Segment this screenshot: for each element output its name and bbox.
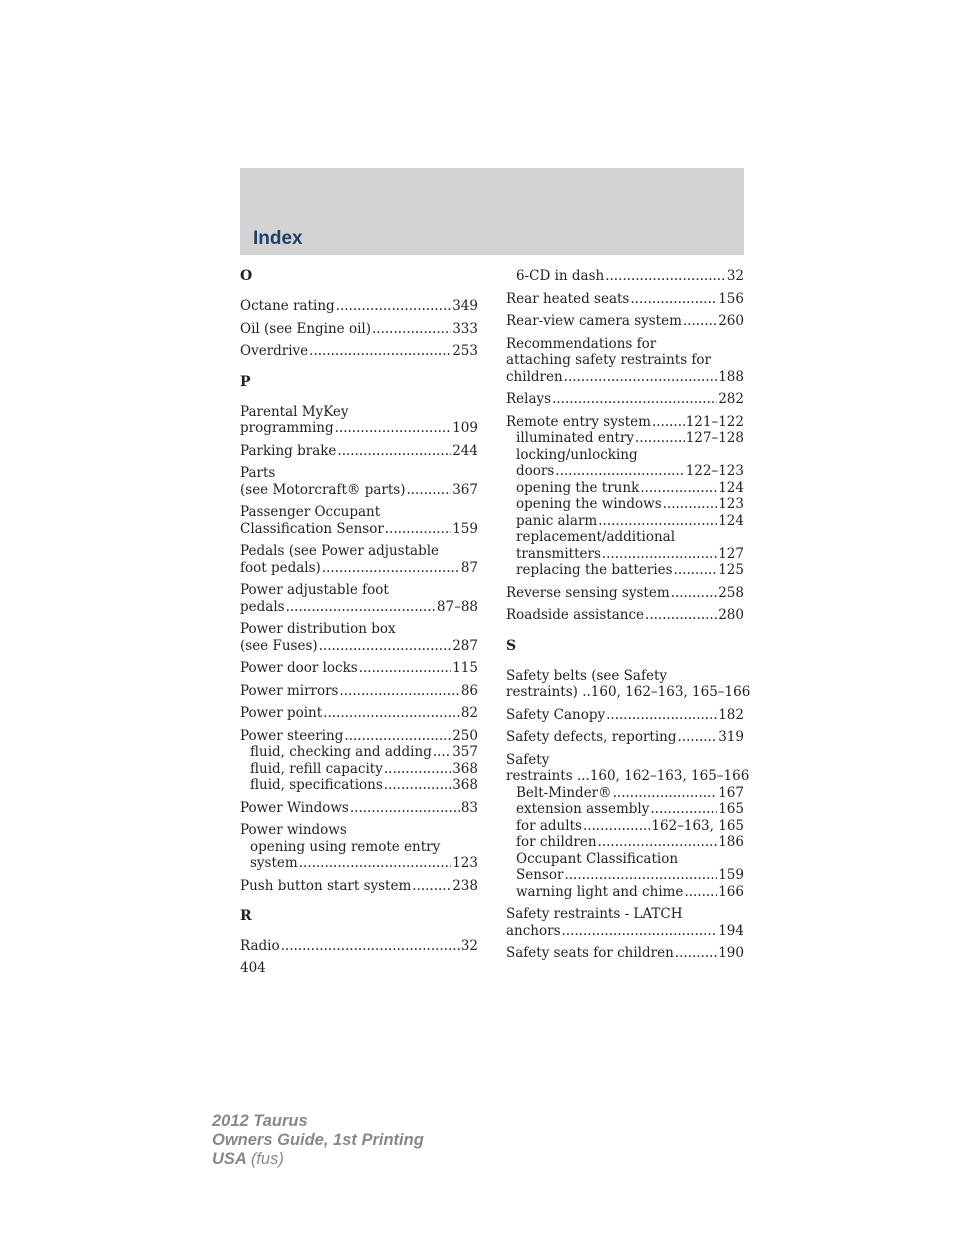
entry-page-ref: 87–88: [436, 598, 478, 615]
entry-text: (see Fuses): [240, 637, 318, 654]
page-title: Index: [253, 228, 303, 249]
dot-leader: [650, 801, 717, 818]
entry-page-ref: 159: [452, 520, 478, 537]
index-entry: [506, 607, 744, 624]
dot-leader: [602, 546, 717, 563]
entry-text: replacement/additional: [516, 529, 676, 545]
page-number: 404: [240, 960, 266, 976]
entry-page-ref: 124: [718, 479, 744, 496]
index-subentry-line: [506, 513, 744, 530]
index-entry: [240, 321, 478, 338]
entry-page-ref: 165: [718, 801, 744, 817]
entry-text: Reverse sensing system: [506, 584, 670, 601]
dot-leader: [384, 777, 451, 794]
entry-text: 6-CD in dash: [516, 268, 605, 284]
entry-page-ref: 367: [452, 481, 478, 498]
dot-leader: [412, 878, 451, 895]
index-entry-line: [240, 404, 478, 421]
index-entry: [506, 291, 744, 308]
index-subentry-line: [506, 447, 744, 464]
dot-leader: [350, 800, 460, 817]
index-entry: [240, 660, 478, 677]
dot-leader: [583, 818, 650, 835]
index-entry-line: [506, 336, 744, 353]
index-letter: S: [506, 637, 517, 654]
entry-text: Safety restraints - LATCH: [506, 906, 683, 922]
entry-page-ref: 121–122: [685, 413, 744, 430]
entry-text: Safety: [506, 751, 550, 768]
index-entry: [240, 800, 478, 817]
index-column-left: [240, 268, 478, 961]
index-entry-line: [506, 707, 744, 724]
entry-text: foot pedals): [240, 559, 321, 576]
entry-text: Roadside assistance: [506, 607, 645, 623]
index-subentry-line: [506, 884, 744, 901]
index-subentry-line: [240, 777, 478, 794]
entry-text: extension assembly: [516, 801, 650, 817]
entry-page-ref: 32: [726, 268, 744, 284]
dot-leader: [336, 298, 452, 315]
dot-leader: [677, 729, 717, 746]
dot-leader: [323, 705, 460, 722]
entry-page-ref: 125: [718, 562, 744, 578]
entry-text: Passenger Occupant: [240, 504, 381, 520]
index-entry-line: [240, 560, 478, 577]
entry-text: fluid, refill capacity: [250, 760, 383, 777]
entry-text: Remote entry system: [506, 413, 651, 430]
entry-text: Parts: [240, 465, 276, 481]
entry-page-ref: 159: [718, 867, 744, 883]
index-entry: [506, 585, 744, 602]
entry-text: attaching safety restraints for: [506, 352, 711, 368]
dot-leader: [359, 660, 452, 677]
entry-text: programming: [240, 420, 334, 436]
index-entry-line: [506, 369, 744, 386]
index-entry-line: [506, 414, 744, 431]
entry-page-ref: 127–128: [685, 430, 744, 446]
index-entry-line: [506, 684, 751, 701]
entry-page-ref: 115: [452, 660, 478, 676]
index-entry-line: [506, 752, 744, 769]
index-entry: [506, 751, 750, 901]
index-subentry-line: [240, 855, 478, 872]
dot-leader: [630, 291, 717, 308]
index-column-right: [506, 268, 751, 968]
dot-leader: [564, 867, 717, 884]
index-subentry-line: [506, 562, 744, 579]
entry-text: Occupant Classification: [516, 850, 679, 867]
index-entry: [240, 621, 478, 654]
entry-text: warning light and chime: [516, 883, 684, 900]
entry-page-ref: 109: [452, 420, 478, 436]
dot-leader: [372, 321, 451, 338]
entry-page-ref: 127: [718, 545, 744, 562]
entry-text: fluid, specifications: [250, 777, 383, 793]
index-entry: [506, 391, 744, 408]
entry-text: Relays: [506, 391, 552, 407]
index-entry: [240, 465, 478, 498]
entry-page-ref: 253: [452, 343, 478, 359]
index-entry: [240, 404, 478, 437]
entry-text: Pedals (see Power adjustable: [240, 543, 440, 559]
entry-text: restraints ...160, 162–163, 165–166: [506, 768, 750, 784]
index-entry-line: [240, 582, 478, 599]
entry-page-ref: 357: [452, 744, 478, 760]
dot-leader: [605, 268, 726, 285]
dot-leader: [598, 513, 717, 530]
entry-page-ref: 124: [718, 512, 744, 529]
index-entry-line: [240, 705, 478, 722]
entry-text: children: [506, 368, 563, 385]
index-letter: R: [240, 908, 252, 924]
entry-text: opening the windows: [516, 496, 662, 512]
entry-page-ref: 194: [718, 922, 744, 939]
index-entry: [240, 298, 478, 315]
dot-leader: [385, 521, 451, 538]
index-entry-line: [240, 683, 478, 700]
entry-text: Recommendations for: [506, 335, 657, 352]
dot-leader: [309, 343, 451, 360]
entry-page-ref: 122–123: [685, 463, 744, 479]
index-entry: [506, 336, 744, 386]
entry-page-ref: 244: [452, 442, 478, 459]
entry-text: Push button start system: [240, 877, 412, 894]
index-entry: [506, 707, 744, 724]
entry-text: Parental MyKey: [240, 403, 349, 420]
entry-text: anchors: [506, 922, 561, 939]
footer-guide: Owners Guide, 1st Printing: [212, 1131, 424, 1149]
index-subentry-line: [506, 430, 744, 447]
entry-page-ref: 82: [460, 705, 478, 721]
entry-text: panic alarm: [516, 512, 598, 529]
index-entry: [506, 268, 744, 285]
entry-text: Rear heated seats: [506, 290, 630, 307]
index-entry: [240, 582, 478, 615]
index-entry: [240, 728, 478, 794]
entry-text: Overdrive: [240, 343, 309, 359]
entry-page-ref: 167: [718, 784, 744, 801]
index-entry-line: [240, 878, 478, 895]
dot-leader: [337, 443, 451, 460]
entry-page-ref: 162–163, 165: [651, 817, 744, 834]
entry-page-ref: 188: [718, 368, 744, 385]
index-entry: [240, 443, 478, 460]
index-entry-line: [506, 291, 744, 308]
entry-page-ref: 319: [718, 729, 744, 745]
entry-page-ref: 190: [718, 945, 744, 961]
entry-text: Radio: [240, 938, 280, 954]
dot-leader: [671, 585, 718, 602]
entry-page-ref: 123: [718, 496, 744, 512]
entry-page-ref: 349: [452, 298, 478, 314]
entry-text: restraints) ..160, 162–163, 165–166: [506, 684, 751, 700]
dot-leader: [299, 855, 452, 872]
index-subentry-line: [506, 480, 744, 497]
index-entry: [506, 906, 744, 939]
index-entry: [240, 343, 478, 360]
index-entry: [506, 667, 751, 701]
dot-leader: [640, 480, 717, 497]
index-entry-line: [240, 800, 478, 817]
entry-text: Power Windows: [240, 799, 349, 816]
entry-text: Safety Canopy: [506, 706, 606, 723]
dot-leader: [564, 369, 718, 386]
entry-text: pedals: [240, 598, 285, 615]
index-entry-line: [240, 599, 478, 616]
entry-text: Power door locks: [240, 660, 358, 676]
entry-text: doors: [516, 463, 555, 479]
entry-page-ref: 186: [718, 834, 744, 850]
index-entry: [240, 705, 478, 722]
entry-text: fluid, checking and adding: [250, 744, 432, 760]
entry-text: Belt-Minder®: [516, 784, 612, 801]
dot-leader: [335, 420, 452, 437]
index-subentry-line: [506, 529, 744, 546]
index-subentry-line: [506, 834, 744, 851]
index-subentry-line: [240, 839, 478, 856]
index-entry-line: [240, 343, 478, 360]
entry-text: opening the trunk: [516, 479, 640, 496]
entry-text: Octane rating: [240, 298, 335, 314]
entry-page-ref: 182: [718, 706, 744, 723]
entry-text: illuminated entry: [516, 430, 635, 446]
dot-leader: [433, 744, 451, 761]
index-entry-line: [240, 465, 478, 482]
entry-text: Parking brake: [240, 442, 337, 459]
entry-page-ref: 123: [452, 855, 478, 871]
index-subentry-line: [506, 785, 744, 802]
entry-text: system: [250, 855, 298, 871]
dot-leader: [319, 638, 452, 655]
index-entry: [240, 504, 478, 537]
entry-page-ref: 287: [452, 637, 478, 654]
entry-text: transmitters: [516, 545, 601, 562]
index-entry-line: [506, 768, 750, 785]
dot-leader: [344, 728, 451, 745]
entry-page-ref: 368: [452, 760, 478, 777]
index-subentry-line: [506, 496, 744, 513]
index-entry: [240, 822, 478, 872]
entry-text: Oil (see Engine oil): [240, 320, 371, 337]
dot-leader: [562, 923, 718, 940]
index-entry-line: [240, 482, 478, 499]
entry-text: Safety defects, reporting: [506, 729, 677, 745]
entry-page-ref: 260: [718, 313, 744, 329]
dot-leader: [684, 884, 717, 901]
index-entry-line: [506, 352, 744, 369]
index-subentry-line: [506, 268, 744, 285]
index-entry-line: [240, 321, 478, 338]
entry-text: replacing the batteries: [516, 562, 673, 578]
dot-leader: [384, 761, 451, 778]
entry-page-ref: 250: [452, 727, 478, 744]
index-entry-line: [240, 938, 478, 955]
index-entry: [240, 878, 478, 895]
dot-leader: [340, 683, 460, 700]
index-entry-line: [506, 668, 744, 685]
entry-page-ref: 238: [452, 877, 478, 894]
entry-text: locking/unlocking: [516, 446, 638, 463]
index-entry-line: [506, 391, 744, 408]
entry-page-ref: 86: [460, 682, 478, 699]
entry-text: Power steering: [240, 727, 344, 744]
index-entry-line: [240, 443, 478, 460]
entry-text: Rear-view camera system: [506, 313, 682, 329]
index-entry-line: [240, 521, 478, 538]
dot-leader: [645, 607, 717, 624]
index-entry-line: [506, 729, 744, 746]
index-entry-line: [240, 420, 478, 437]
index-entry: [506, 945, 744, 962]
footer-region-code: (fus): [250, 1150, 284, 1168]
entry-page-ref: 258: [718, 584, 744, 601]
dot-leader: [674, 562, 718, 579]
footer-region-main: USA: [212, 1150, 247, 1168]
entry-text: Safety belts (see Safety: [506, 667, 668, 684]
entry-text: opening using remote entry: [250, 838, 441, 855]
dot-leader: [552, 391, 717, 408]
index-letter: O: [240, 268, 253, 284]
footer-model: 2012 Taurus: [212, 1112, 308, 1130]
index-subentry-line: [506, 801, 744, 818]
index-entry: [240, 938, 478, 955]
entry-text: Power mirrors: [240, 682, 339, 699]
entry-page-ref: 282: [718, 391, 744, 407]
entry-page-ref: 156: [718, 290, 744, 307]
index-entry-line: [240, 504, 478, 521]
entry-page-ref: 87: [460, 559, 478, 576]
dot-leader: [683, 313, 717, 330]
footer: [212, 1112, 424, 1169]
dot-leader: [613, 785, 718, 802]
index-entry-line: [506, 313, 744, 330]
entry-page-ref: 83: [460, 799, 478, 816]
index-subentry-line: [506, 546, 744, 563]
entry-text: Power point: [240, 705, 323, 721]
entry-text: Power distribution box: [240, 621, 396, 637]
dot-leader: [555, 463, 684, 480]
index-subentry-line: [506, 463, 744, 480]
entry-text: for children: [516, 834, 597, 850]
index-entry: [506, 729, 744, 746]
dot-leader: [606, 707, 717, 724]
index-entry-line: [240, 728, 478, 745]
dot-leader: [635, 430, 685, 447]
entry-page-ref: 368: [452, 777, 478, 793]
dot-leader: [281, 938, 460, 955]
footer-region: [212, 1150, 424, 1169]
index-entry-line: [240, 660, 478, 677]
dot-leader: [675, 945, 717, 962]
entry-text: (see Motorcraft® parts): [240, 481, 406, 498]
index-entry-line: [240, 298, 478, 315]
index-entry-line: [506, 923, 744, 940]
entry-page-ref: 333: [452, 320, 478, 337]
entry-text: Classification Sensor: [240, 520, 384, 537]
entry-text: Power windows: [240, 822, 347, 838]
dot-leader: [663, 496, 718, 513]
entry-text: Safety seats for children: [506, 945, 674, 961]
entry-text: for adults: [516, 817, 582, 834]
index-entry: [506, 313, 744, 330]
index-entry: [240, 543, 478, 576]
index-entry-line: [506, 945, 744, 962]
index-letter: P: [240, 373, 251, 390]
dot-leader: [652, 414, 685, 431]
dot-leader: [406, 482, 451, 499]
index-header-bar: [240, 168, 744, 255]
dot-leader: [322, 560, 460, 577]
index-entry-line: [506, 607, 744, 624]
entry-text: Sensor: [516, 867, 564, 883]
index-entry-line: [506, 906, 744, 923]
dot-leader: [286, 599, 436, 616]
index-entry-line: [240, 822, 478, 839]
entry-text: Power adjustable foot: [240, 582, 389, 598]
index-entry-line: [506, 585, 744, 602]
index-entry-line: [240, 621, 478, 638]
index-subentry-line: [240, 744, 478, 761]
index-entry: [506, 414, 744, 579]
index-subentry-line: [506, 867, 744, 884]
entry-page-ref: 32: [460, 938, 478, 954]
index-subentry-line: [506, 818, 744, 835]
index-entry-line: [240, 543, 478, 560]
dot-leader: [598, 834, 718, 851]
entry-page-ref: 166: [718, 883, 744, 900]
index-entry-line: [240, 638, 478, 655]
index-subentry-line: [506, 851, 744, 868]
index-subentry-line: [240, 761, 478, 778]
entry-page-ref: 280: [718, 607, 744, 623]
index-entry: [240, 683, 478, 700]
